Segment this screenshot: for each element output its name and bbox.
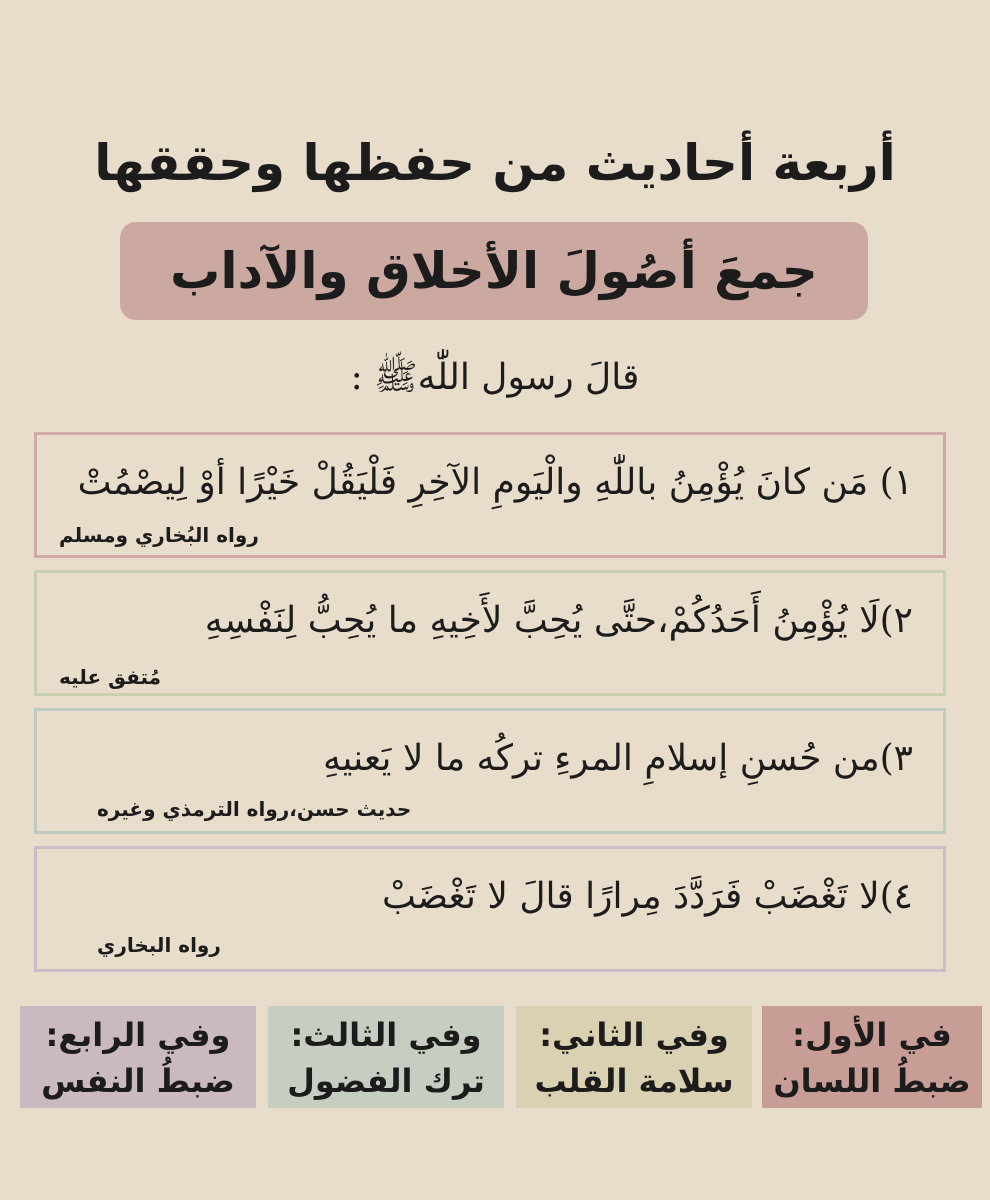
summary-2-label: وفي الثاني: (539, 1016, 729, 1054)
summary-2-value: سلامة القلب (534, 1062, 734, 1100)
hadith-box-1 (34, 432, 946, 558)
summary-3-value: ترك الفضول (287, 1062, 485, 1100)
summary-3-label: وفي الثالث: (290, 1016, 482, 1054)
summary-box-4 (20, 1006, 256, 1108)
summary-4-label: وفي الرابع: (45, 1016, 231, 1054)
summary-1-value: ضبطُ اللسان (773, 1062, 971, 1100)
summary-box-2 (516, 1006, 752, 1108)
hadith-source-3: حديث حسن،رواه الترمذي وغيره (97, 797, 412, 821)
hadith-box-3 (34, 708, 946, 834)
hadith-box-4 (34, 846, 946, 972)
hadith-source-1: رواه البُخاري ومسلم (59, 523, 259, 547)
page-title: أربعة أحاديث من حفظها وحققها (94, 134, 896, 192)
summary-4-value: ضبطُ النفس (41, 1062, 235, 1100)
subtitle-text: جمعَ أصُولَ الأخلاق والآداب (170, 242, 818, 300)
summary-box-1 (762, 1006, 982, 1108)
hadith-text-4: ٤)لا تَغْضَبْ فَرَدَّدَ مِرارًا قالَ لا تَغْضَبْ (381, 876, 913, 917)
subtitle-banner (120, 222, 868, 320)
hadith-box-2 (34, 570, 946, 696)
hadith-text-1: ١) مَن كانَ يُؤْمِنُ باللّٰهِ والْيَومِ الآخِرِ فَلْيَقُلْ خَيْرًا أوْ لِيصْمُتْ (77, 462, 913, 503)
hadith-text-3: ٣)من حُسنِ إسلامِ المرءِ تركُه ما لا يَعنيهِ (323, 738, 913, 779)
hadith-text-2: ٢)لَا يُؤْمِنُ أَحَدُكُمْ،حتَّى يُحِبَّ لأَخِيهِ ما يُحِبُّ لِنَفْسِهِ (204, 600, 913, 641)
summary-1-label: في الأول: (792, 1016, 952, 1054)
hadith-source-2: مُتفق عليه (59, 665, 162, 689)
summary-box-3 (268, 1006, 504, 1108)
intro-text: قالَ رسول اللّٰهﷺ : (350, 357, 640, 398)
hadith-source-4: رواه البخاري (97, 933, 221, 957)
